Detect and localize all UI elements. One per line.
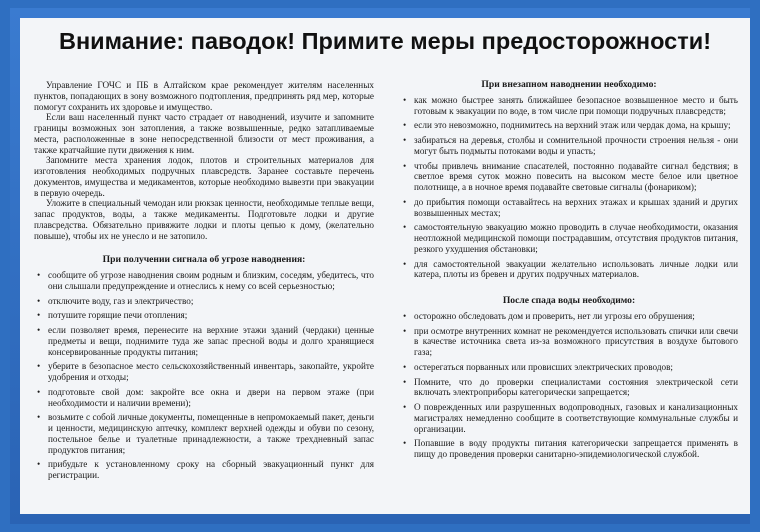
list-item: • если позволяет время, перенесите на верхние этажи зданий (чердаки) ценные предметы и вещи, поднимите туда же запас пресной воды и долго хранящиеся консервированные продукты питания; — [48, 325, 374, 357]
left-column — [34, 80, 374, 485]
intro-paragraph: Если ваш населенный пункт часто страдает от наводнений, изучите и запомните границы возможных зон затопления, а также возвышенные, редко затапливаемые места, расположенные в зоне непосредственной близости от мест проживания, а также кратчайшие пути движения к ним. — [34, 112, 374, 155]
signal-heading: При получении сигнала об угрозе наводнения: — [102, 254, 306, 266]
list-item: • при осмотре внутренних комнат не рекомендуется использовать спички или свечи в качестве источника света из-за возможного присутствия в воздухе бытового газа; — [414, 326, 738, 358]
signal-list — [34, 270, 374, 481]
list-item: • прибудьте к установленному сроку на сборный эвакуационный пункт для регистрации. — [48, 459, 374, 481]
right-column — [400, 80, 738, 464]
list-item: • остерегаться порванных или провисших электрических проводов; — [414, 362, 738, 373]
list-item: • забираться на деревья, столбы и сомнительной прочности строения нельзя - они могут быть подмыты потоками воды и упасть; — [414, 135, 738, 157]
list-item: • Помните, что до проверки специалистами состояния электрической сети включать электроприборы категорически запрещается; — [414, 377, 738, 399]
list-item: • до прибытия помощи оставайтесь на верхних этажах и крышах зданий и других возвышенных местах; — [414, 197, 738, 219]
list-item: • потушите горящие печи отопления; — [48, 310, 374, 321]
list-item: • подготовьте свой дом: закройте все окна и двери на первом этаже (при необходимости и наличии времени); — [48, 387, 374, 409]
list-item: • осторожно обследовать дом и проверить, нет ли угрозы его обрушения; — [414, 311, 738, 322]
list-item: • как можно быстрее занять ближайшее безопасное возвышенное место и быть готовым к эвакуации по воде, в том числе при помощи подручных плавсредств; — [414, 95, 738, 117]
list-item: • сообщите об угрозе наводнения своим родным и близким, соседям, убедитесь, что они слышали предупреждение и отнеслись к нему со всей серьезностью; — [48, 270, 374, 292]
intro-paragraph: Уложите в специальный чемодан или рюкзак ценности, необходимые теплые вещи, запас продуктов, воды, а также медикаменты. Подготовьте лодки и другие плавсредства. Обязательно привяжите лодки и плоты цепью к дому, (желательно повыше), чтобы их не унесло и не затопило. — [34, 198, 374, 241]
sudden-list — [400, 95, 738, 280]
list-item: • чтобы привлечь внимание спасателей, постоянно подавайте сигнал бедствия; в светлое время суток можно повесить на высоком месте белое или цветное полотнище, а в ночное время подавайте световые сигналы (фонариком); — [414, 161, 738, 193]
poster-frame — [10, 8, 750, 524]
list-item: • если это невозможно, поднимитесь на верхний этаж или чердак дома, на крышу; — [414, 120, 738, 131]
poster-sheet — [20, 18, 750, 514]
page-title: Внимание: паводок! Примите меры предосторожности! — [58, 28, 712, 54]
after-heading: После спада воды необходимо: — [502, 295, 636, 306]
after-list — [400, 311, 738, 460]
list-item: • самостоятельную эвакуацию можно проводить в случае необходимости, оказания неотложной медицинской помощи пострадавшим, отсутствия продуктов питания, резкого ухудшения обстановки; — [414, 222, 738, 254]
list-item: • уберите в безопасное место сельскохозяйственный инвентарь, закопайте, укройте удобрения и отходы; — [48, 361, 374, 383]
list-item: • для самостоятельной эвакуации желательно использовать личные лодки или катера, плоты из бревен и других подручных материалов. — [414, 259, 738, 281]
list-item: • возьмите с собой личные документы, помещенные в непромокаемый пакет, деньги и ценности, медицинскую аптечку, комплект верхней одежды и обуви по сезону, постельное белье и туалетные принадлежности, а также трехдневный запас продуктов питания; — [48, 412, 374, 455]
list-item: • О поврежденных или разрушенных водопроводных, газовых и канализационных магистралях немедленно сообщите в соответствующие коммунальные службы и организации. — [414, 402, 738, 434]
intro-paragraph: Управление ГОЧС и ПБ в Алтайском крае рекомендует жителям населенных пунктов, попадающих в зону возможного подтопления, предпринять ряд мер, которые помогут сохранить их здоровье и имущество. — [34, 80, 374, 112]
list-item: • Попавшие в воду продукты питания категорически запрещается применять в пищу до проведения проверки санитарно-эпидемиологической службой. — [414, 438, 738, 460]
sudden-heading: При внезапном наводнении необходимо: — [481, 79, 657, 90]
list-item: • отключите воду, газ и электричество; — [48, 296, 374, 307]
intro-paragraph: Запомните места хранения лодок, плотов и строительных материалов для изготовления необходимых подручных плавсредств. Заранее составьте перечень документов, имущества и медикаментов, которые необходимо вывезти при эвакуации в первую очередь. — [34, 155, 374, 198]
